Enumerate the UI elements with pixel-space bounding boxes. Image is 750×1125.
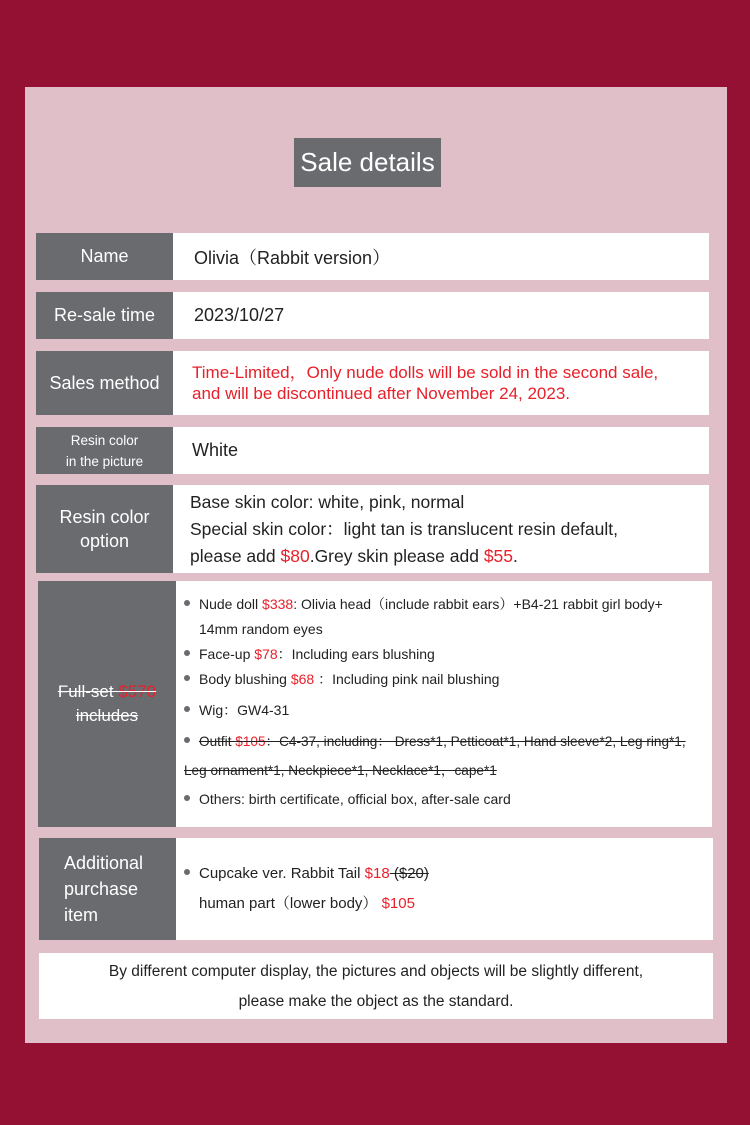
list-item-rabbit-tail: Cupcake ver. Rabbit Tail $18 ($20) bbox=[184, 859, 429, 889]
bullet-icon bbox=[184, 795, 190, 801]
fullset-list bbox=[176, 581, 712, 827]
additional-row bbox=[39, 838, 713, 940]
sales-method-line1: Time-Limited，Only nude dolls will be sold in the second sale, bbox=[192, 363, 659, 382]
bullet-icon bbox=[184, 869, 190, 875]
resin-option-line2: Special skin color：light tan is translucent resin default, bbox=[190, 518, 618, 539]
bullet-icon bbox=[184, 650, 190, 656]
name-label: Name bbox=[36, 233, 173, 280]
resale-time-label: Re-sale time bbox=[36, 292, 173, 339]
bullet-icon bbox=[184, 737, 190, 743]
resin-option-row bbox=[36, 485, 709, 573]
display-notice bbox=[39, 953, 713, 1019]
list-item-others: Others: birth certificate, official box, after-sale card bbox=[184, 787, 686, 812]
bullet-icon bbox=[184, 675, 190, 681]
resin-picture-label: Resin color in the picture bbox=[36, 427, 173, 474]
name-row bbox=[36, 233, 709, 280]
list-item-nude-doll: Nude doll $338: Olivia head（include rabbit ears）+B4-21 rabbit girl body+ bbox=[184, 592, 686, 617]
notice-line2: please make the object as the standard. bbox=[238, 993, 514, 1010]
list-item-body-blushing: Body blushing $68 ：Including pink nail blushing bbox=[184, 667, 686, 692]
fullset-label-line1: Full-set $570 bbox=[57, 682, 157, 701]
tail-price: $18 bbox=[364, 865, 390, 882]
sales-method-line2: and will be discontinued after November 24, 2023. bbox=[192, 384, 571, 403]
human-part-price: $105 bbox=[381, 895, 415, 912]
notice-line1: By different computer display, the pictures and objects will be slightly different, bbox=[108, 963, 644, 980]
fullset-label-line2: includes bbox=[75, 706, 139, 725]
page-title: Sale details bbox=[294, 138, 441, 187]
list-item-wig: Wig：GW4-31 bbox=[184, 698, 686, 723]
fullset-row bbox=[38, 581, 712, 827]
resale-time-row bbox=[36, 292, 709, 339]
sales-method-label: Sales method bbox=[36, 351, 173, 415]
resin-option-line1: Base skin color: white, pink, normal bbox=[190, 491, 465, 512]
tail-old-price: ($20) bbox=[389, 865, 429, 882]
additional-label: Additional purchase item bbox=[39, 838, 176, 940]
resale-time-value: 2023/10/27 bbox=[173, 292, 709, 339]
grey-skin-price: $55 bbox=[483, 545, 514, 566]
resin-option-label: Resin color option bbox=[36, 485, 173, 573]
name-value: Olivia（Rabbit version） bbox=[173, 233, 709, 280]
resin-picture-row bbox=[36, 427, 709, 474]
sales-method-row bbox=[36, 351, 709, 415]
fullset-label bbox=[38, 581, 176, 827]
list-item-outfit: Outfit $105：C4-37, including： Dress*1, Petticoat*1, Hand sleeve*2, Leg ring*1, bbox=[184, 729, 686, 754]
resin-option-line3: please add $80.Grey skin please add $55. bbox=[190, 545, 518, 566]
list-item-face-up: Face-up $78：Including ears blushing bbox=[184, 642, 686, 667]
list-item-nude-doll-cont: 14mm random eyes bbox=[199, 621, 323, 637]
list-item-outfit-cont: Leg ornament*1, Neckpiece*1, Necklace*1，cape*1 bbox=[184, 763, 497, 778]
sales-method-value bbox=[173, 351, 709, 415]
bullet-icon bbox=[184, 600, 190, 606]
additional-list bbox=[176, 838, 713, 940]
light-tan-price: $80 bbox=[280, 545, 310, 566]
list-item-human-part: human part（lower body） $105 bbox=[199, 895, 415, 912]
resin-option-value bbox=[173, 485, 709, 573]
resin-picture-value: White bbox=[173, 427, 709, 474]
bullet-icon bbox=[184, 706, 190, 712]
fullset-price: $570 bbox=[118, 682, 157, 701]
